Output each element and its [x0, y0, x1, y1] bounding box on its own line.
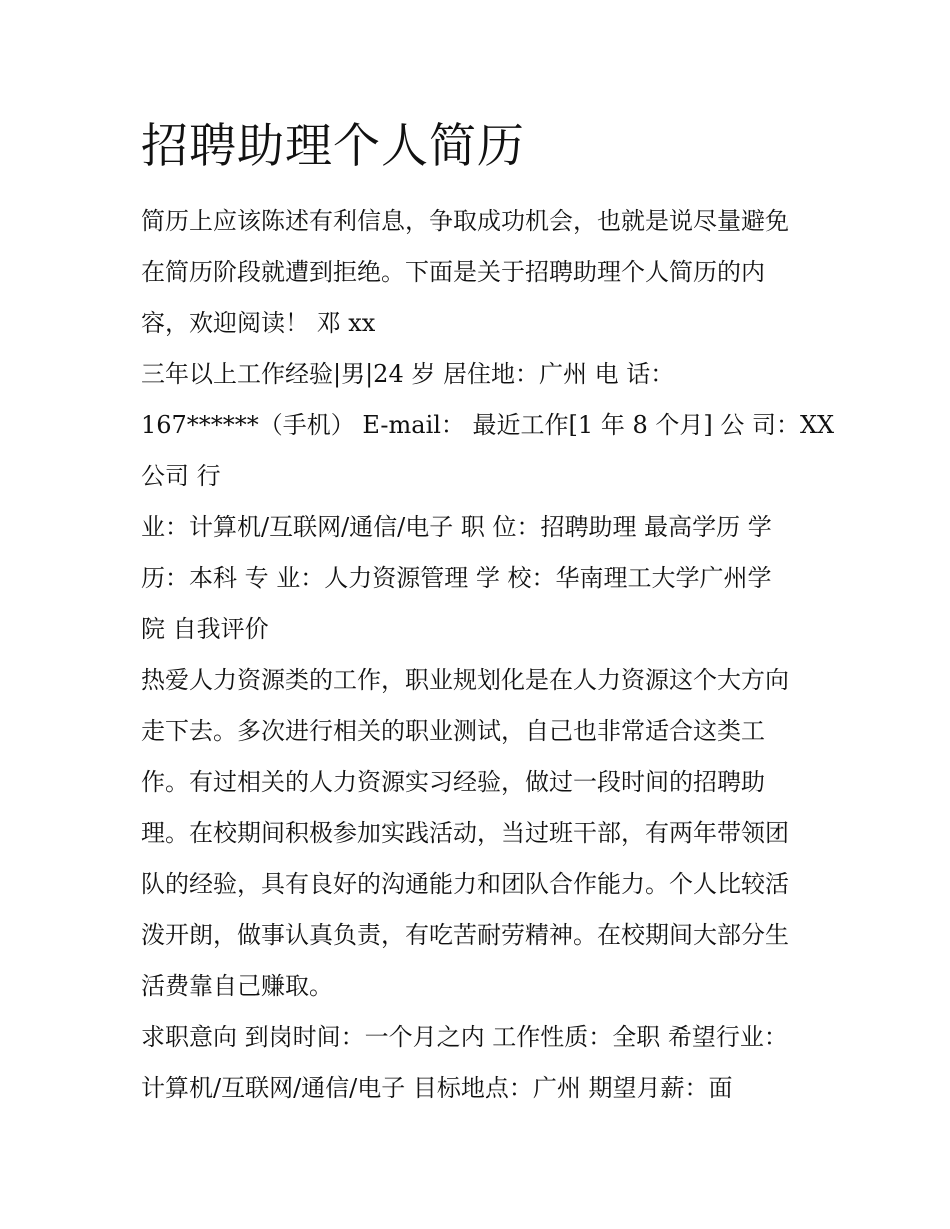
job-intention-line-2: 计算机/互联网/通信/电子 目标地点：广州 期望月薪：面 — [141, 1074, 733, 1102]
basic-info-line-5: 历：本科 专 业：人力资源管理 学 校：华南理工大学广州学 — [141, 564, 772, 592]
basic-info-line-2: 167******（手机） E-mail： 最近工作[1 年 8 个月] 公 司：XX — [141, 411, 835, 439]
basic-info-line-3: 公司 行 — [141, 462, 221, 490]
intro-line-3: 容，欢迎阅读！ 邓 xx — [141, 309, 376, 337]
self-evaluation-line-3: 作。有过相关的人力资源实习经验，做过一段时间的招聘助 — [141, 768, 765, 796]
self-evaluation-line-6: 泼开朗，做事认真负责，有吃苦耐劳精神。在校期间大部分生 — [141, 921, 789, 949]
self-evaluation-line-4: 理。在校期间积极参加实践活动，当过班干部，有两年带领团 — [141, 819, 789, 847]
intro-line-2: 在简历阶段就遭到拒绝。下面是关于招聘助理个人简历的内 — [141, 258, 765, 286]
intro-line-1: 简历上应该陈述有利信息，争取成功机会，也就是说尽量避免 — [141, 207, 789, 235]
job-intention-line-1: 求职意向 到岗时间：一个月之内 工作性质：全职 希望行业： — [141, 1023, 788, 1051]
self-evaluation-line-7: 活费靠自己赚取。 — [141, 972, 333, 1000]
basic-info-line-6: 院 自我评价 — [141, 615, 269, 643]
self-evaluation-line-1: 热爱人力资源类的工作，职业规划化是在人力资源这个大方向 — [141, 666, 789, 694]
self-evaluation-line-5: 队的经验，具有良好的沟通能力和团队合作能力。个人比较活 — [141, 870, 789, 898]
basic-info-line-4: 业：计算机/互联网/通信/电子 职 位：招聘助理 最高学历 学 — [141, 513, 772, 541]
basic-info-line-1: 三年以上工作经验|男|24 岁 居住地：广州 电 话： — [141, 360, 675, 388]
self-evaluation-line-2: 走下去。多次进行相关的职业测试，自己也非常适合这类工 — [141, 717, 765, 745]
document-title: 招聘助理个人简历 — [141, 119, 525, 174]
